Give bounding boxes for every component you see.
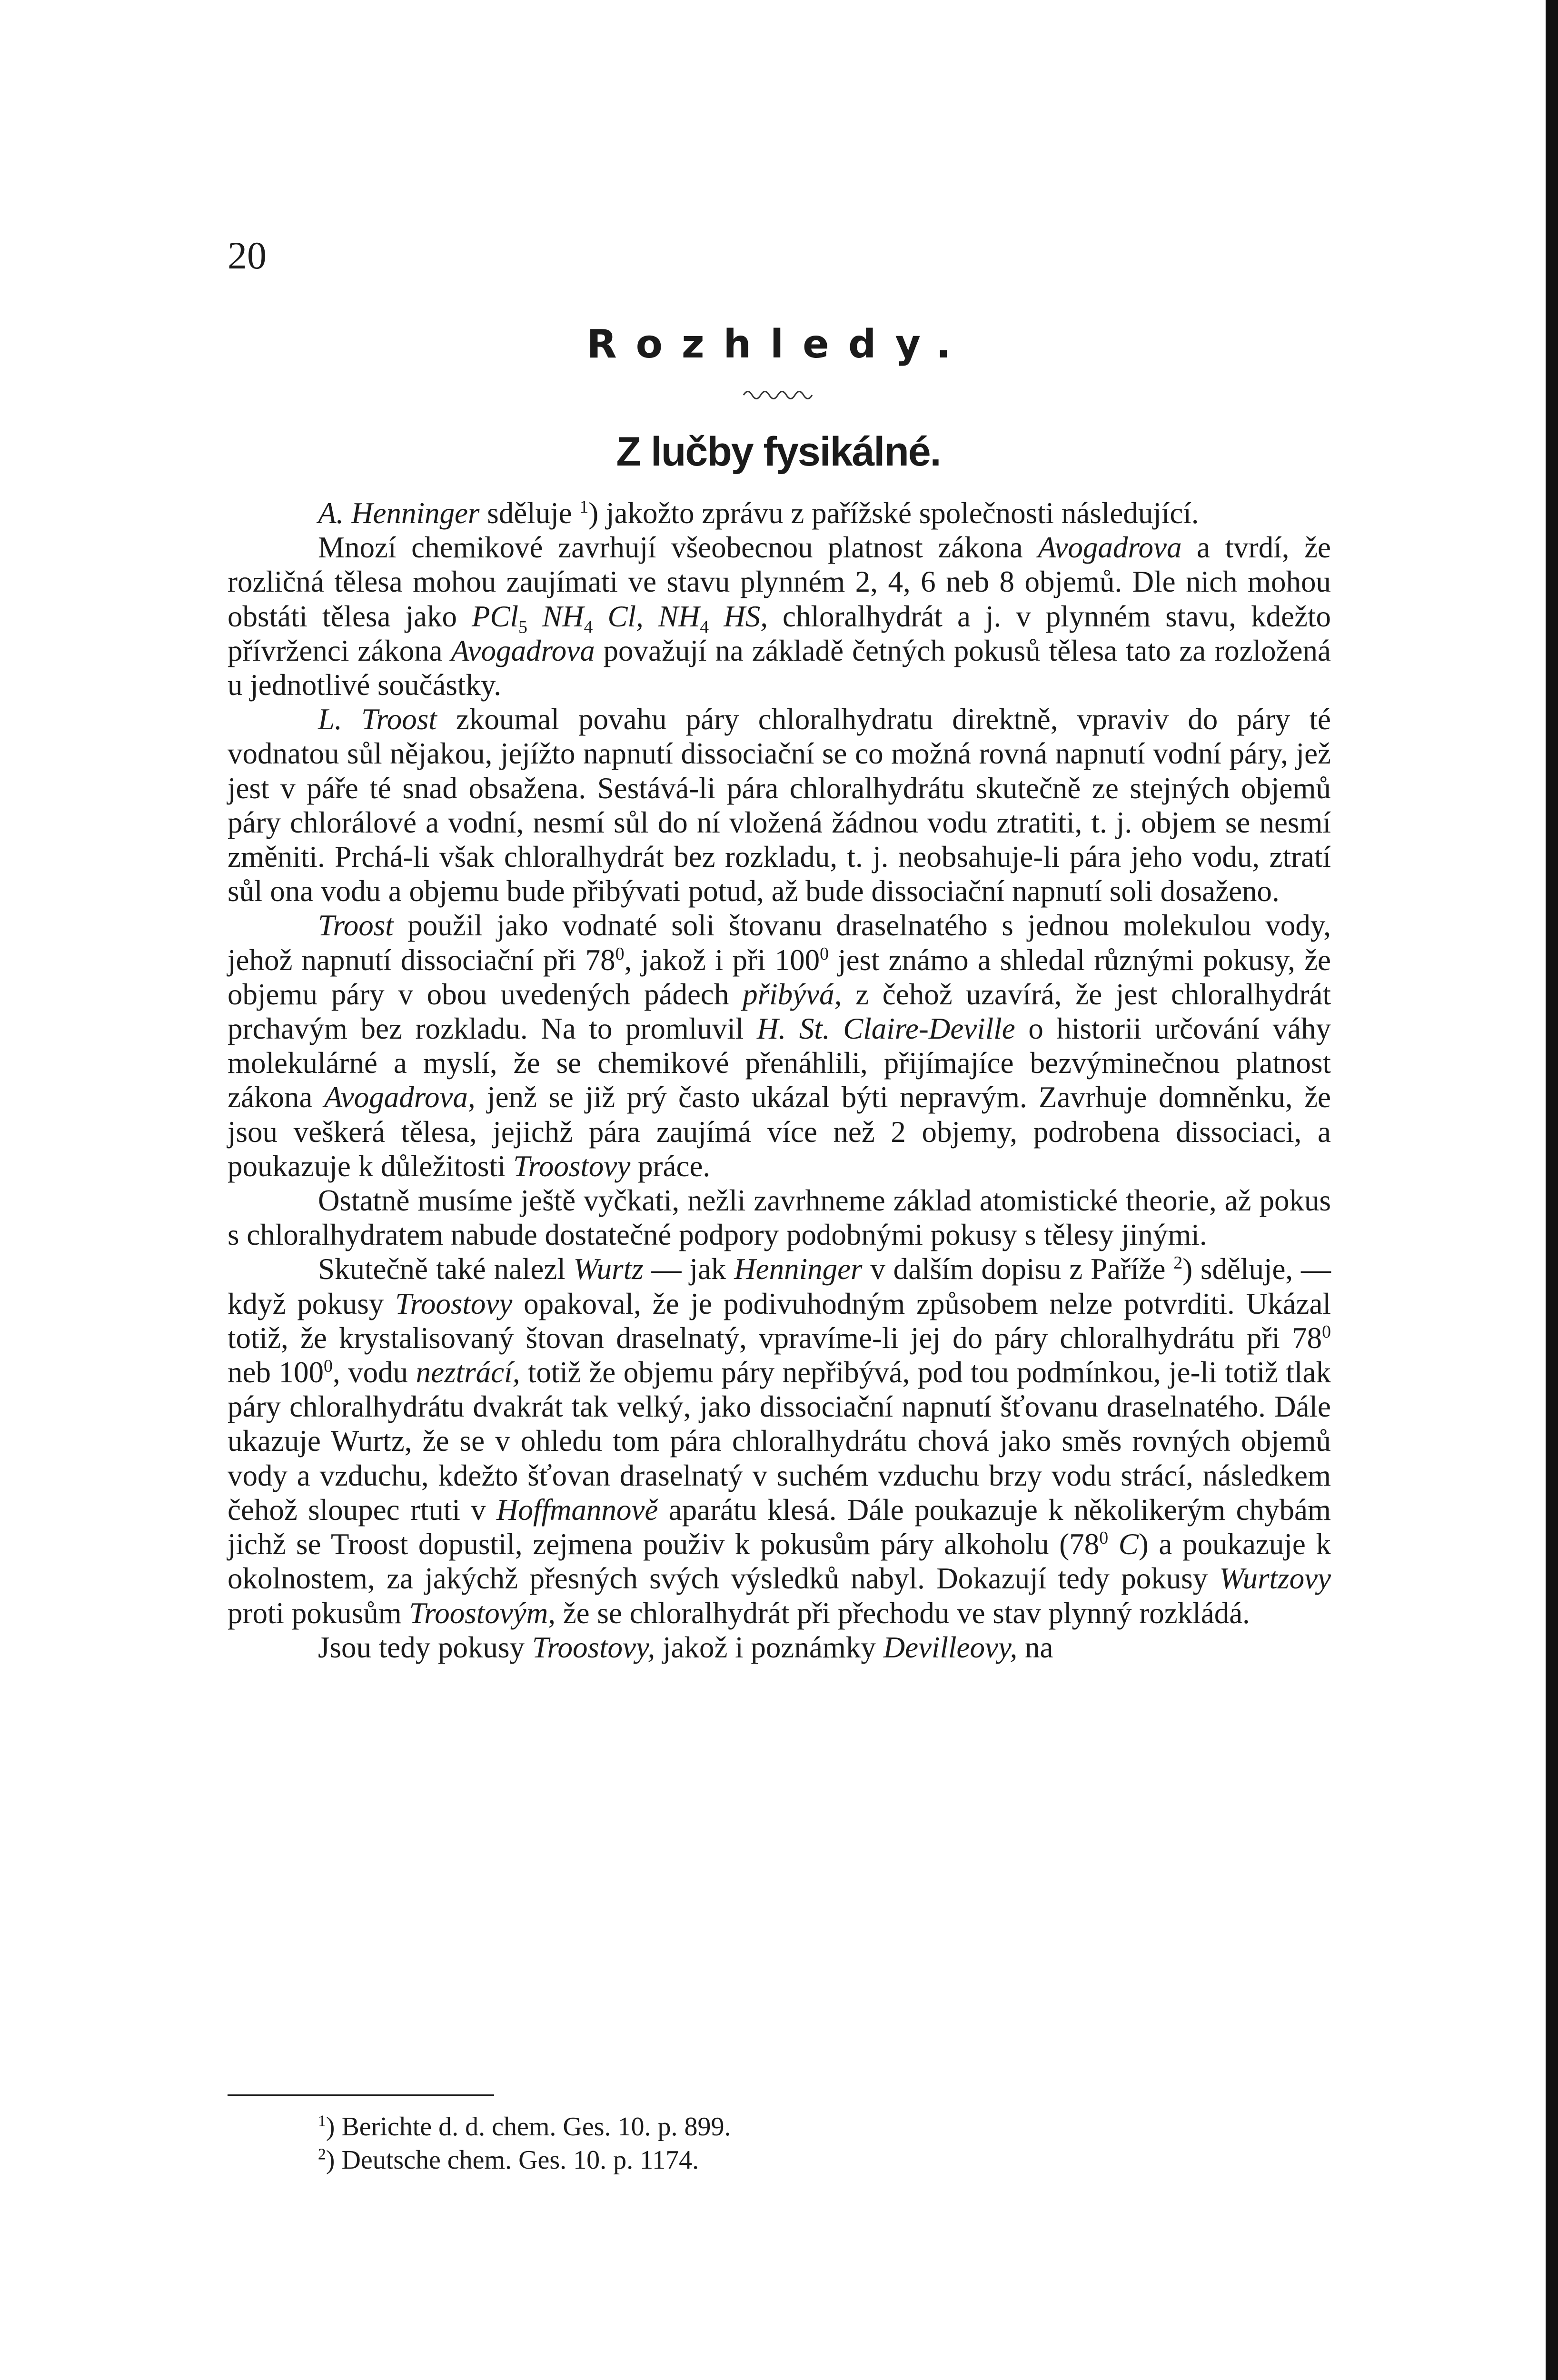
paragraph-1: A. Henninger sděluje $^1$) jakožto zprávu z pařížské společnosti následující. [318, 496, 1199, 530]
footnote-ref: 1 [579, 497, 589, 517]
footnotes [228, 2094, 1331, 2177]
paragraph-2: Mnozí chemikové zavrhují všeobecnou platnost zákona Avogadrova a tvrdí, že rozličná tělesa mohou zaujímati ve stavu plynném 2, 4, 6 neb 8 objemů. Dle nich mohou obstáti tělesa jako PCl$_5$ $NH_4$ Cl, $NH_4$ HS, chloralhydrát a j. v plynném stavu, kdežto přívrženci zákona Avogadrova považují na základě četných pokusů tělesa tato za rozložená u jednotlivé součástky. [228, 531, 1331, 702]
section-title: Rozhledy. [586, 322, 970, 367]
paragraph-4: Troost použil jako vodnaté soli štovanu draselnatého s jednou molekulou vody, jehož napnutí dissociační při $78^0$, jakož i při $100^0$ jest známo a shledal různými pokusy, že objemu páry v obou uvedených pádech přibývá, z čehož uzavírá, že jest chloralhydrát prchavým bez rozkladu. Na to promluvil H. St. Claire-Deville o historii určování váhy molekulárné a myslí, že se chemikové přenáhlili, přijímajíce bezvýminečnou platnost zákona Avogadrova, jenž se již prý často ukázal býti nepravým. Zavrhuje domněnku, že jsou veškerá tělesa, jejichž pára zaujímá více než 2 objemy, podrobena dissociaci, a poukazuje k důležitosti Troostovy práce. [228, 909, 1331, 1183]
footnote-2: $^2$) Deutsche chem. Ges. 10. p. 1174. [318, 2145, 699, 2175]
author-name: A. Henninger [318, 496, 480, 530]
paragraph-3: L. Troost zkoumal povahu páry chloralhydratu direktně, vpraviv do páry té vodnatou sůl nějakou, jejížto napnutí dissociační se co možná rovná napnutí vodní páry, jež jest v páře té snad obsažena. Sestává-li pára chloralhydrátu skutečně ze stejných objemů páry chlorálové a vodní, nesmí sůl do ní vložená žádnou vodu ztratiti, t. j. objem se nesmí změniti. Prchá-li však chloralhydrát bez rozkladu, t. j. neobsahuje-li pára jeho vodu, ztratí sůl ona vodu a objemu bude přibývati potud, až bude dissociační napnutí soli dosaženo. [228, 703, 1331, 908]
ornament-squiggle [743, 386, 814, 400]
scan-edge [1546, 0, 1558, 2380]
footnote-1: $^1$) Berichte d. d. chem. Ges. 10. p. 899. [318, 2112, 731, 2142]
article-body [228, 496, 1331, 1665]
paragraph-7: Jsou tedy pokusy Troostovy, jakož i poznámky Devilleovy, na [318, 1630, 1053, 1664]
paragraph-6: Skutečně také nalezl Wurtz — jak Henninger v dalším dopisu z Paříže $^2$) sděluje, — když pokusy Troostovy opakoval, že je podivuhodným způsobem nelze potvrditi. Ukázal totiž, že krystalisovaný štovan draselnatý, vpravíme-li jej do páry chloralhydrátu při $78^0$ neb $100^0$, vodu neztrácí, totiž že objemu páry nepřibývá, pod tou podmínkou, je-li totiž tlak páry chloralhydrátu dvakrát tak velký, jako dissociační napnutí šťovanu draselnatého. Dále ukazuje Wurtz, že se v ohledu tom pára chloralhydrátu chová jako směs rovných objemů vody a vzduchu, kdežto šťovan draselnatý v suchém vzduchu brzy vodu strácí, následkem čehož sloupec rtuti v Hoffmannově aparátu klesá. Dále poukazuje k několikerým chybám jichž se Troost dopustil, zejmena použiv k pokusům páry alkoholu ($78^0$ C) a poukazuje k okolnostem, za jakýchž přesných svých výsledků nabyl. Dokazují tedy pokusy Wurtzovy proti pokusům Troostovým, že se chloralhydrát při přechodu ve stav plynný rozkládá. [228, 1252, 1331, 1630]
footnote-divider [228, 2094, 494, 2096]
paragraph-5: Ostatně musíme ještě vyčkati, nežli zavrhneme základ atomistické theorie, až pokus s chloralhydratem nabude dostatečné podpory podobnými pokusy s tělesy jinými. [228, 1184, 1331, 1252]
article-heading: Z lučby fysikálné. [616, 429, 941, 475]
page-number: 20 [228, 234, 267, 277]
